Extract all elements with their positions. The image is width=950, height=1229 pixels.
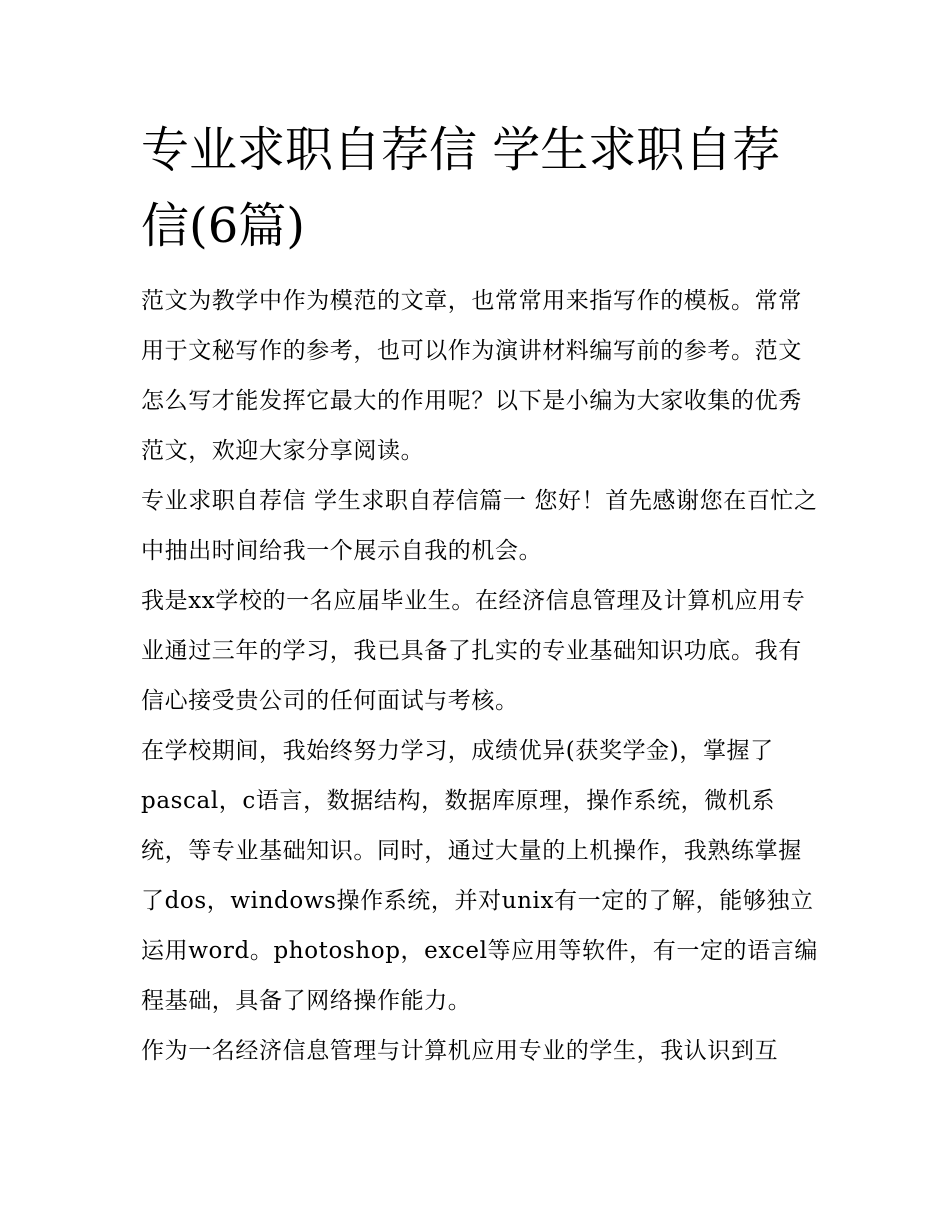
paragraph-closing-partial: 作为一名经济信息管理与计算机应用专业的学生，我认识到互 (141, 1038, 779, 1064)
document-title: 专业求职自荐信 学生求职自荐信(6篇) (141, 122, 781, 254)
paragraph-self-intro: 我是xx学校的一名应届毕业生。在经济信息管理及计算机应用专业通过三年的学习，我已具备了扎实的专业基础知识功底。我有信心接受贵公司的任何面试与考核。 (141, 588, 806, 714)
paragraph-skills: 在学校期间，我始终努力学习，成绩优异(获奖学金)，掌握了pascal，c语言，数据结构，数据库原理，操作系统，微机系统，等专业基础知识。同时，通过大量的上机操作，我熟练掌握了dos，windows操作系统，并对unix有一定的了解，能够独立运用word。photoshop，excel等应用等软件，有一定的语言编程基础，具备了网络操作能力。 (141, 738, 818, 1014)
document-body (141, 276, 821, 1076)
paragraph-greeting: 专业求职自荐信 学生求职自荐信篇一 您好！首先感谢您在百忙之中抽出时间给我一个展示自我的机会。 (141, 488, 818, 564)
paragraph-intro: 范文为教学中作为模范的文章，也常常用来指写作的模板。常常用于文秘写作的参考，也可以作为演讲材料编写前的参考。范文怎么写才能发挥它最大的作用呢？以下是小编为大家收集的优秀范文，欢迎大家分享阅读。 (141, 288, 802, 464)
